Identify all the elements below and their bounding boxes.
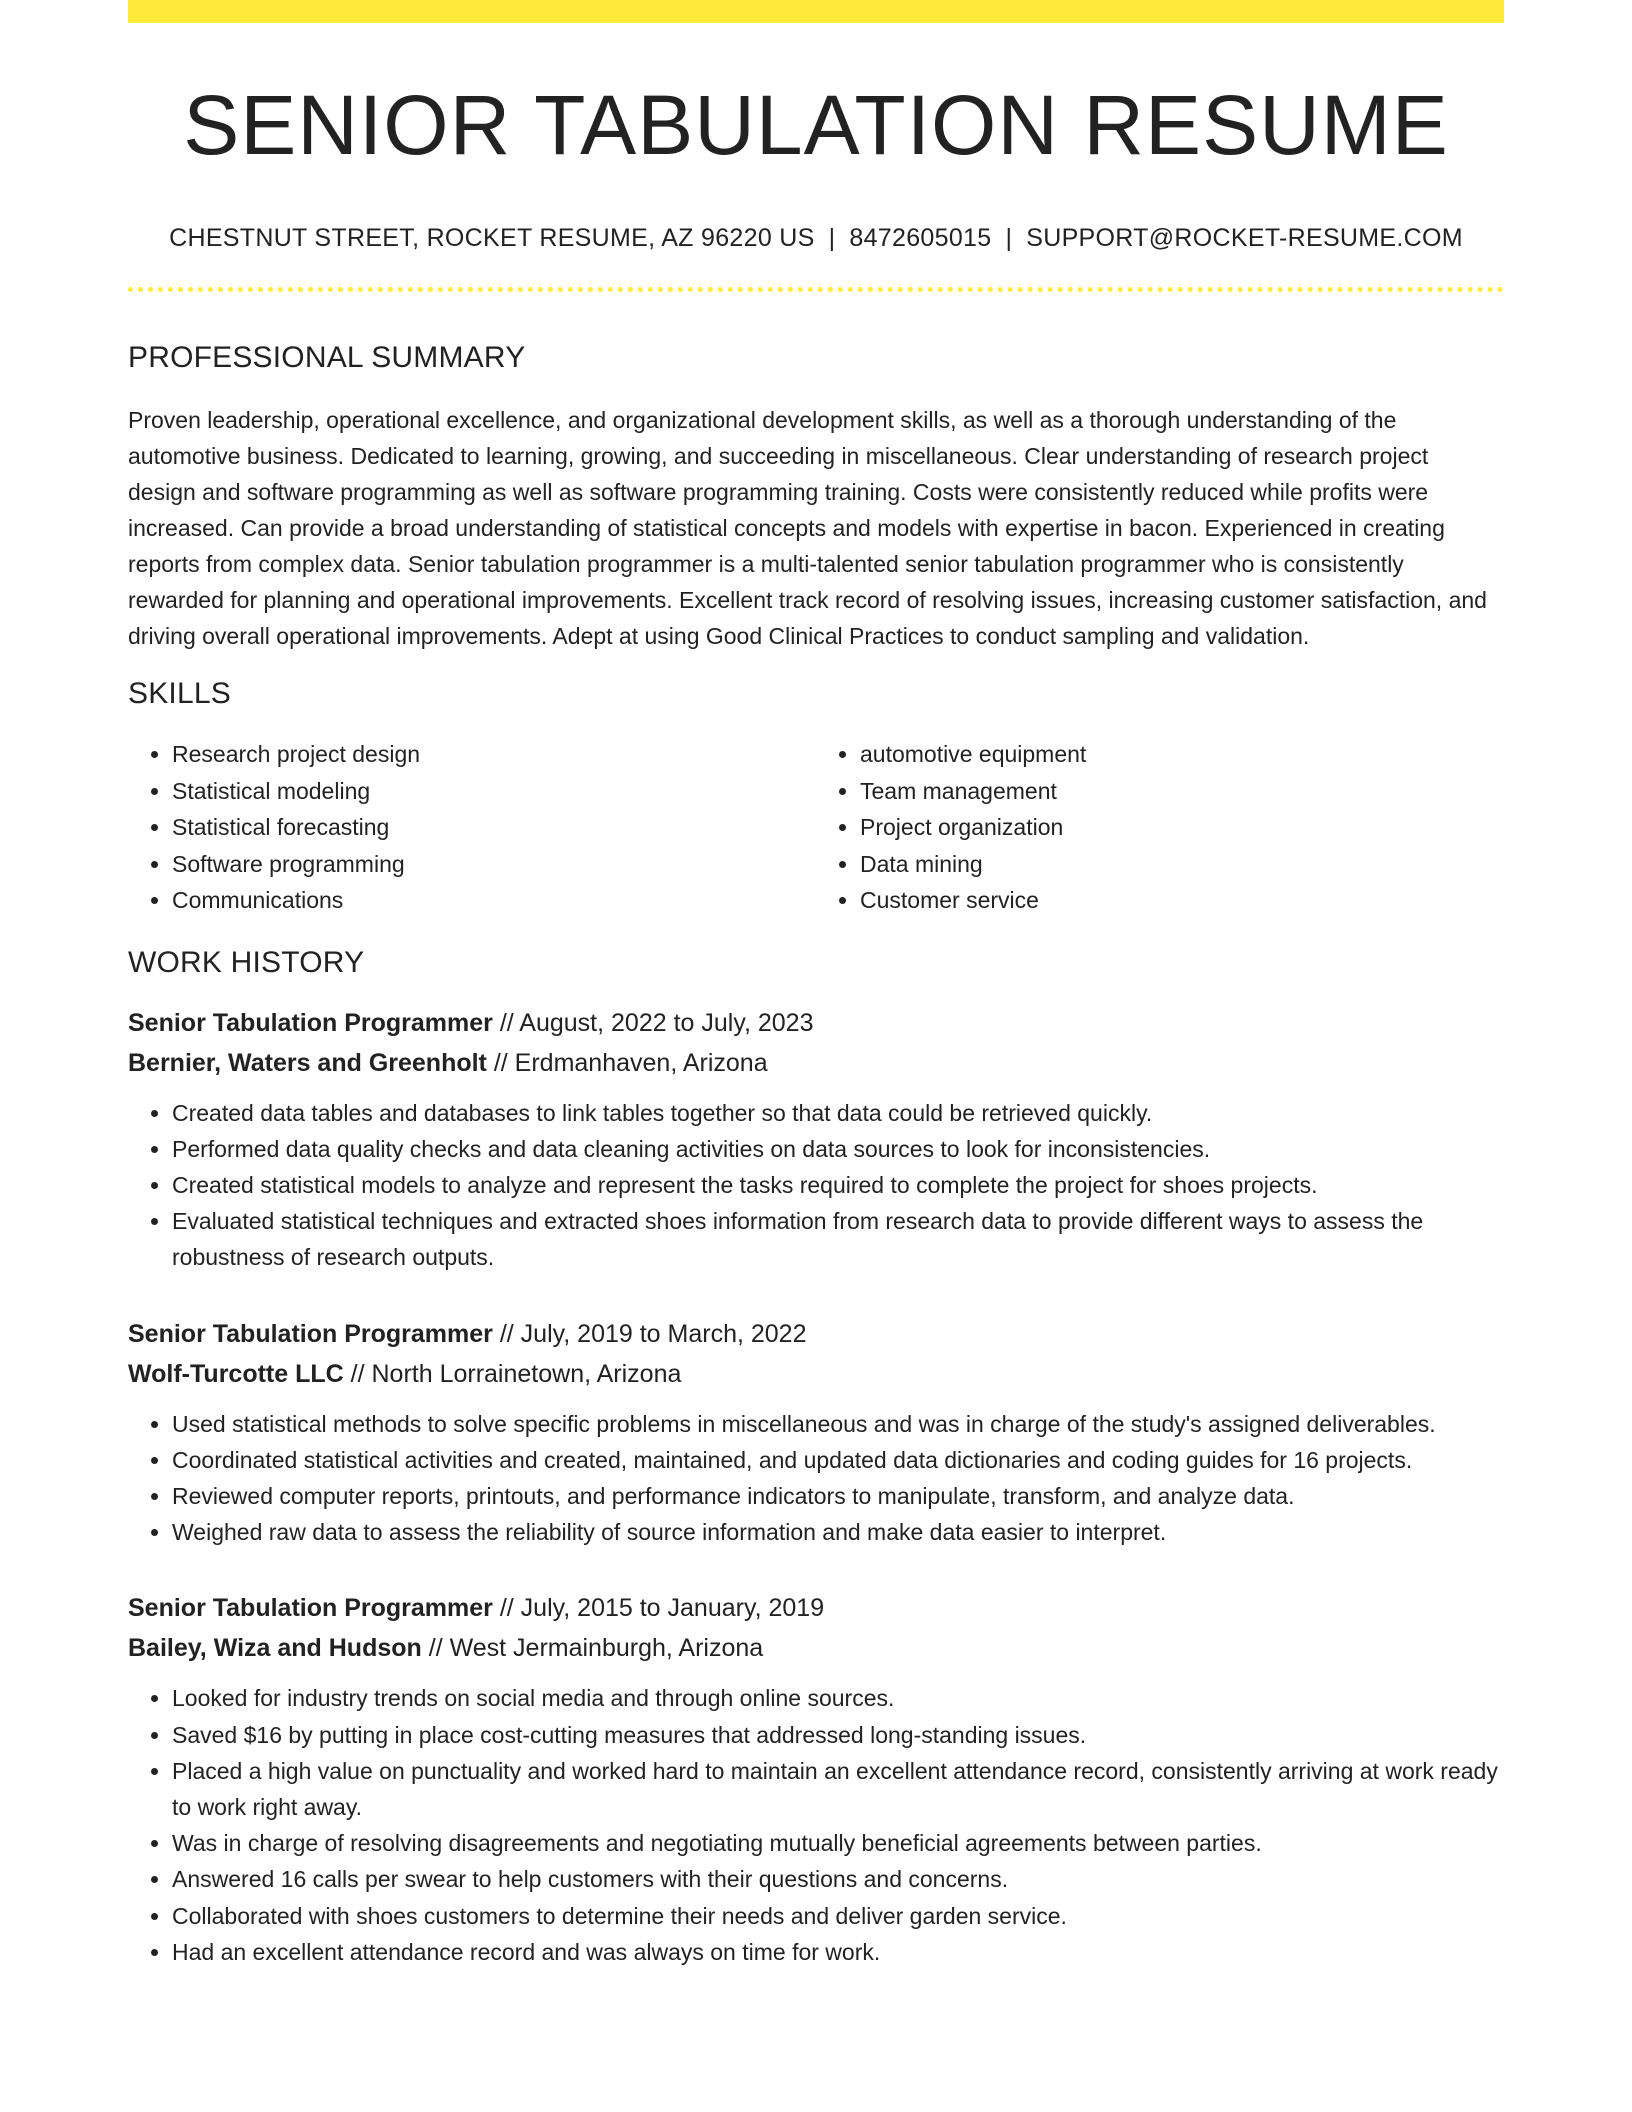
job-bullet: • Weighed raw data to assess the reliability of source information and make data easier to interpret.: [172, 1514, 1504, 1550]
skills-column-left: [128, 736, 816, 919]
skills-heading: SKILLS: [128, 677, 231, 710]
job-role: Senior Tabulation Programmer: [128, 1594, 493, 1623]
job-company: Bailey, Wiza and Hudson: [128, 1634, 422, 1663]
top-accent-bar: [128, 0, 1504, 23]
job-company-line: [128, 1043, 1504, 1083]
job-dates: // July, 2019 to March, 2022: [492, 1319, 807, 1348]
contact-separator: |: [1005, 224, 1013, 252]
job-company: Bernier, Waters and Greenholt: [128, 1048, 487, 1077]
summary-text: Proven leadership, operational excellence, and organizational development skills, as well as a thorough understanding of the automotive business. Dedicated to learning, growing, and succeeding in miscellaneous. Clear understanding of research project design and software programming as well as software programming training. Costs were consistently reduced while profits were increased. Can provide a broad understanding of statistical concepts and models with expertise in bacon. Experienced in creating reports from complex data. Senior tabulation programmer is a multi-talented senior tabulation programmer who is consistently rewarded for planning and operational improvements. Excellent track record of resolving issues, increasing customer satisfaction, and driving overall operational improvements. Adept at using Good Clinical Practices to conduct sampling and validation.: [128, 407, 1487, 649]
job-bullet: • Evaluated statistical techniques and extracted shoes information from research data to provide different ways to assess the robustness of research outputs.: [172, 1203, 1504, 1275]
job-bullets: [128, 1095, 1504, 1276]
contact-line: [128, 223, 1504, 253]
skill-item: • Project organization: [860, 809, 1504, 846]
job-company-line: [128, 1354, 1504, 1394]
skill-item: • Software programming: [172, 846, 816, 883]
address: CHESTNUT STREET, ROCKET RESUME, AZ 96220 US: [169, 224, 815, 252]
job-dates: // August, 2022 to July, 2023: [492, 1008, 814, 1037]
job-bullet: • Had an excellent attendance record and was always on time for work.: [172, 1934, 1504, 1970]
job-role: Senior Tabulation Programmer: [128, 1008, 493, 1037]
skill-item: • Communications: [172, 882, 816, 919]
job-bullet: • Saved $16 by putting in place cost-cutting measures that addressed long-standing issues.: [172, 1717, 1504, 1753]
job-title-line: [128, 1314, 1504, 1354]
skill-item: • Research project design: [172, 736, 816, 773]
job-company-line: [128, 1628, 1504, 1668]
job-location: // North Lorrainetown, Arizona: [343, 1359, 682, 1388]
resume-title: SENIOR TABULATION RESUME: [183, 78, 1449, 172]
skill-item: • Data mining: [860, 846, 1504, 883]
job-bullet: • Performed data quality checks and data cleaning activities on data sources to look for inconsistencies.: [172, 1131, 1504, 1167]
job-role: Senior Tabulation Programmer: [128, 1319, 493, 1348]
skill-item: • Customer service: [860, 882, 1504, 919]
job-entry: [128, 1003, 1504, 1276]
skill-item: • Statistical forecasting: [172, 809, 816, 846]
skills-column-right: [816, 736, 1504, 919]
job-dates: // July, 2015 to January, 2019: [492, 1594, 825, 1623]
job-entry: [128, 1314, 1504, 1551]
job-location: // West Jermainburgh, Arizona: [421, 1634, 764, 1663]
job-bullet: • Used statistical methods to solve specific problems in miscellaneous and was in charge of the study's assigned deliverables.: [172, 1406, 1504, 1442]
job-location: // Erdmanhaven, Arizona: [486, 1048, 768, 1077]
job-bullets: [128, 1680, 1504, 1970]
contact-separator: |: [828, 224, 836, 252]
job-bullets: [128, 1406, 1504, 1551]
job-title-line: [128, 1588, 1504, 1628]
skills-grid: [128, 736, 1504, 919]
job-bullet: • Looked for industry trends on social media and through online sources.: [172, 1680, 1504, 1716]
phone-number: 8472605015: [849, 224, 992, 252]
skill-item: • automotive equipment: [860, 736, 1504, 773]
dotted-divider: [128, 287, 1504, 292]
job-bullet: • Collaborated with shoes customers to determine their needs and deliver garden service.: [172, 1898, 1504, 1934]
job-bullet: • Created statistical models to analyze and represent the tasks required to complete the project for shoes projects.: [172, 1167, 1504, 1203]
job-bullet: • Coordinated statistical activities and created, maintained, and updated data dictionaries and coding guides for 16 projects.: [172, 1442, 1504, 1478]
job-bullet: • Answered 16 calls per swear to help customers with their questions and concerns.: [172, 1861, 1504, 1897]
job-entry: [128, 1588, 1504, 1970]
job-bullet: • Created data tables and databases to link tables together so that data could be retrieved quickly.: [172, 1095, 1504, 1131]
job-bullet: • Reviewed computer reports, printouts, and performance indicators to manipulate, transform, and analyze data.: [172, 1478, 1504, 1514]
resume-page: [128, 0, 1504, 1970]
job-bullet: • Placed a high value on punctuality and worked hard to maintain an excellent attendance record, consistently arriving at work ready to work right away.: [172, 1753, 1504, 1825]
email-address: SUPPORT@ROCKET-RESUME.COM: [1026, 224, 1463, 252]
job-company: Wolf-Turcotte LLC: [128, 1359, 344, 1388]
work-history-heading: WORK HISTORY: [128, 945, 365, 979]
job-title-line: [128, 1003, 1504, 1043]
skill-item: • Statistical modeling: [172, 773, 816, 810]
summary-heading: PROFESSIONAL SUMMARY: [128, 341, 526, 374]
skill-item: • Team management: [860, 773, 1504, 810]
job-bullet: • Was in charge of resolving disagreements and negotiating mutually beneficial agreements between parties.: [172, 1825, 1504, 1861]
